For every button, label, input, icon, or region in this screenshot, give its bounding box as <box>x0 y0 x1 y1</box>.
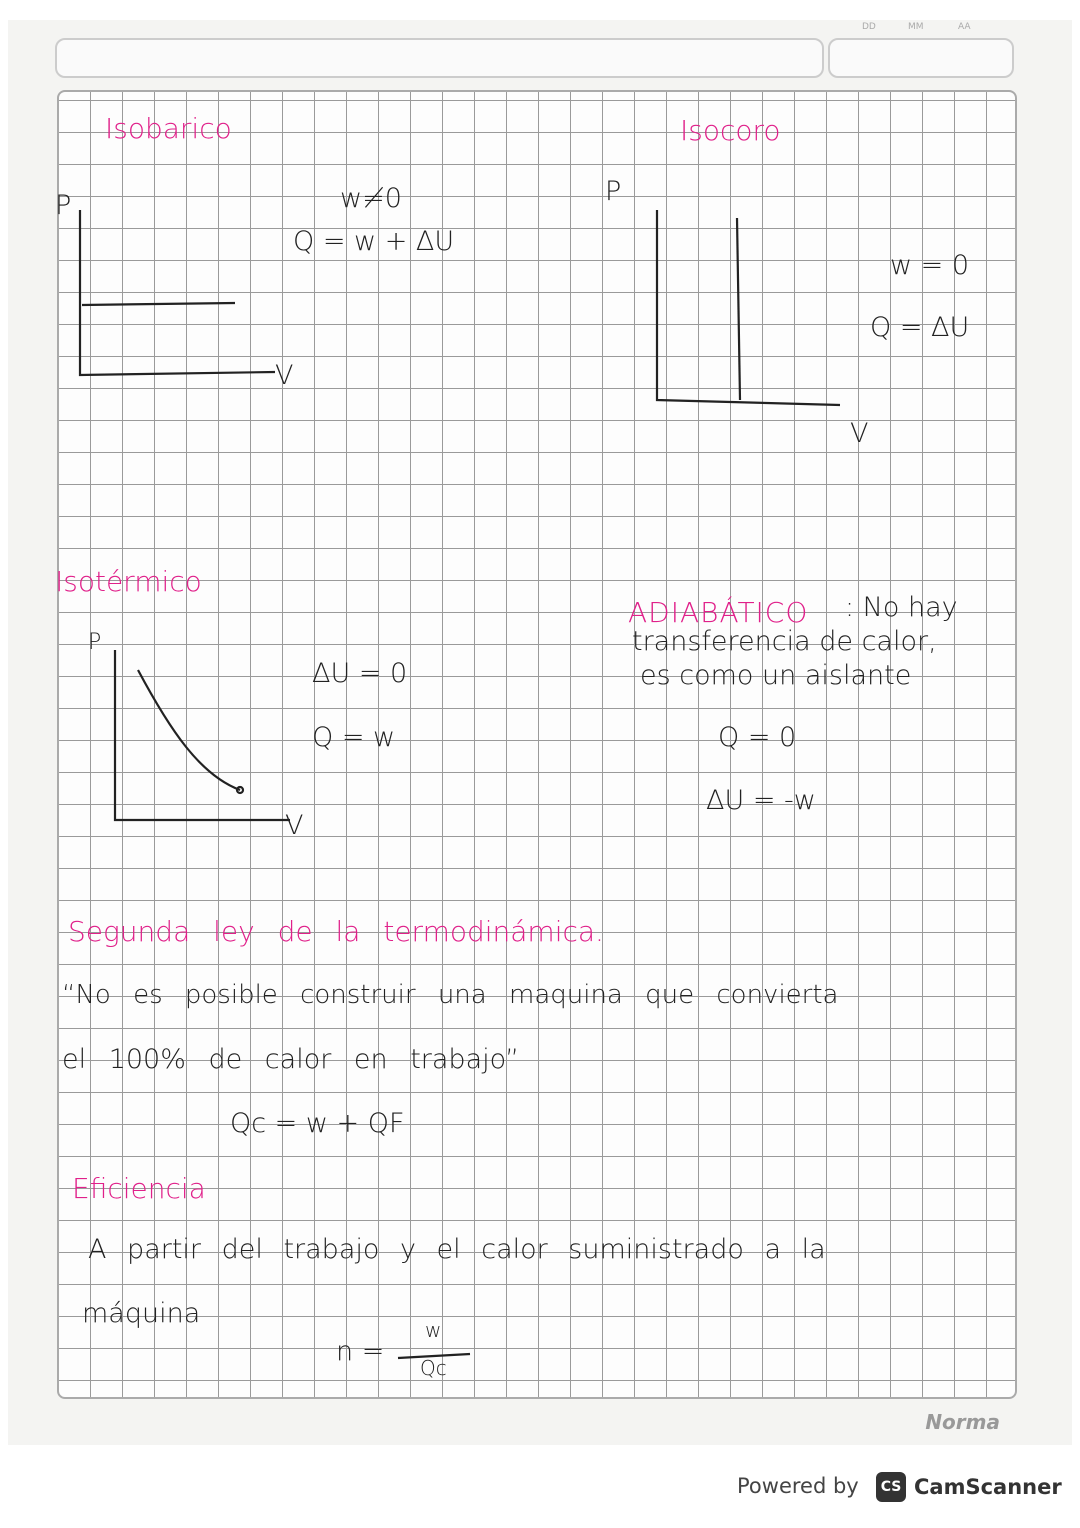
isochoric-axes <box>657 210 840 405</box>
isobaric-title: Isobarico <box>105 112 232 145</box>
efficiency-eq-lhs: n = <box>336 1336 385 1367</box>
second-law-equation: Qc = w + QF <box>230 1108 405 1139</box>
isobaric-axis-p: P <box>55 190 72 221</box>
isobaric-axis-v: V <box>275 360 294 391</box>
efficiency-eq-numerator: w <box>425 1318 442 1342</box>
isothermal-graph <box>115 650 290 820</box>
isothermal-title: Isotérmico <box>55 565 202 598</box>
efficiency-title: Eficiencia <box>72 1172 206 1205</box>
adiabatic-eq-energy: ΔU = -w <box>706 785 816 816</box>
efficiency-eq-denominator: Qc <box>420 1356 447 1380</box>
isothermal-eq-energy: ΔU = 0 <box>312 658 408 689</box>
date-label-mm: MM <box>908 22 924 32</box>
adiabatic-title: ADIABÁTICO <box>628 596 809 629</box>
isochoric-eq-work: w = 0 <box>890 250 970 281</box>
isothermal-axis-p: P <box>88 630 102 655</box>
efficiency-line-1: A partir del trabajo y el calor suministrado a la <box>88 1234 826 1265</box>
isobaric-graph <box>80 210 275 375</box>
camscanner-logo-icon: CS <box>876 1472 906 1502</box>
isochoric-title: Isocoro <box>680 114 781 147</box>
date-label-dd: DD <box>862 22 876 32</box>
isobaric-axes <box>80 210 275 375</box>
isochoric-graph <box>657 210 840 405</box>
isochoric-eq-heat: Q = ΔU <box>870 312 970 343</box>
camscanner-name: CamScanner <box>914 1475 1062 1499</box>
isobaric-line <box>82 303 235 305</box>
powered-by-label: Powered by <box>737 1474 859 1498</box>
isochoric-axis-p: P <box>605 176 622 207</box>
isothermal-curve <box>138 670 240 790</box>
adiabatic-line-1: : No hay <box>845 592 958 623</box>
efficiency-line-2: máquina <box>82 1298 201 1329</box>
isothermal-axis-v: V <box>285 810 304 841</box>
camscanner-badge <box>876 1466 1062 1508</box>
isochoric-axis-v: V <box>850 418 869 449</box>
date-label-aa: AA <box>958 22 971 32</box>
adiabatic-eq-heat: Q = 0 <box>718 722 797 753</box>
adiabatic-line-2: transferencia de calor, <box>632 626 937 657</box>
adiabatic-line-3: es como un aislante <box>640 660 912 691</box>
isochoric-line <box>737 218 740 400</box>
second-law-title: Segunda ley de la termodinámica. <box>68 915 604 948</box>
isobaric-eq-heat: Q = w + ΔU <box>293 226 455 257</box>
second-law-quote-2: el 100% de calor en trabajo” <box>62 1044 520 1075</box>
notebook-brand-logo: Norma <box>925 1410 1000 1434</box>
isothermal-eq-heat: Q = w <box>312 722 396 753</box>
second-law-quote-1: “No es posible construir una maquina que convierta <box>62 980 839 1010</box>
isobaric-eq-work: w≠0 <box>340 183 402 214</box>
